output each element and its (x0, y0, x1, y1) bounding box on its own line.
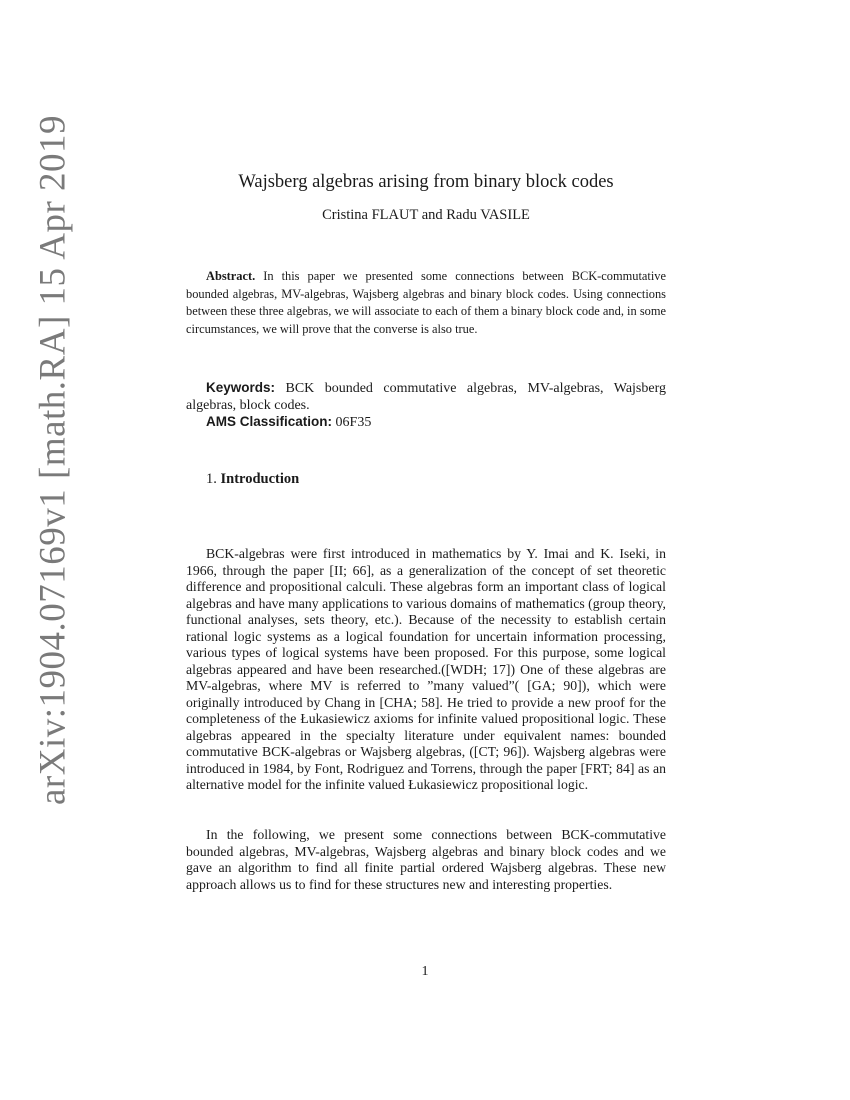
section-number: 1. (206, 471, 217, 487)
body-paragraph-1: BCK-algebras were first introduced in mathematics by Y. Imai and K. Iseki, in 1966, through the paper [II; 66], as a generalization of the concept of set theoretic difference and propositional calculi. These algebras form an important class of logical algebras and have many applications to various domains of mathematics (group theory, functional analyses, sets theory, etc.). Because of the necessity to establish certain rational logic systems as a logical foundation for uncertain information processing, various types of logical systems have been proposed. For this purpose, some logical algebras appeared and have been researched.([WDH; 17]) One of these algebras are MV-algebras, where MV is referred to ”many valued”( [GA; 90]), which were originally introduced by Chang in [CHA; 58]. He tried to provide a new proof for the completeness of the Łukasiewicz axioms for infinite valued propositional logic. These algebras appeared in the specialty literature under equivalent names: bounded commutative BCK-algebras or Wajsberg algebras, ([CT; 96]). Wajsberg algebras were introduced in 1984, by Font, Rodriguez and Torrens, through the paper [FRT; 84] as an alternative model for the infinite valued Łukasiewicz propositional logic. (186, 546, 666, 792)
abstract-text: In this paper we presented some connections between BCK-commutative bounded algebras, MV-algebras, Wajsberg algebras and binary block codes. Using connections between these three algebras, we will associate to each of them a binary block code and, in some circumstances, we will prove that the converse is also true. (186, 269, 666, 336)
section-heading (206, 471, 299, 488)
ams-label: AMS Classification: (206, 414, 333, 429)
abstract (186, 268, 666, 338)
paper-title: Wajsberg algebras arising from binary block codes (238, 172, 614, 192)
abstract-label: Abstract. (206, 269, 256, 283)
ams-classification (206, 413, 666, 431)
paper-authors: Cristina FLAUT and Radu VASILE (322, 207, 530, 223)
section-title: Introduction (220, 471, 300, 487)
keywords (186, 379, 666, 414)
body-paragraph-2: In the following, we present some connections between BCK-commutative bounded algebras, MV-algebras, Wajsberg algebras and binary block codes and we gave an algorithm to find all finite partial ordered Wajsberg algebras. These new approach allows us to find for these structures new and interesting properties. (186, 827, 666, 892)
page-number: 1 (421, 964, 429, 979)
arxiv-identifier: arXiv:1904.07169v1 [math.RA] 15 Apr 2019 (32, 114, 74, 806)
keywords-label: Keywords: (206, 380, 276, 395)
keywords-text: BCK bounded commutative algebras, MV-algebras, Wajsberg algebras, block codes. (186, 381, 667, 413)
ams-text: 06F35 (335, 415, 372, 430)
